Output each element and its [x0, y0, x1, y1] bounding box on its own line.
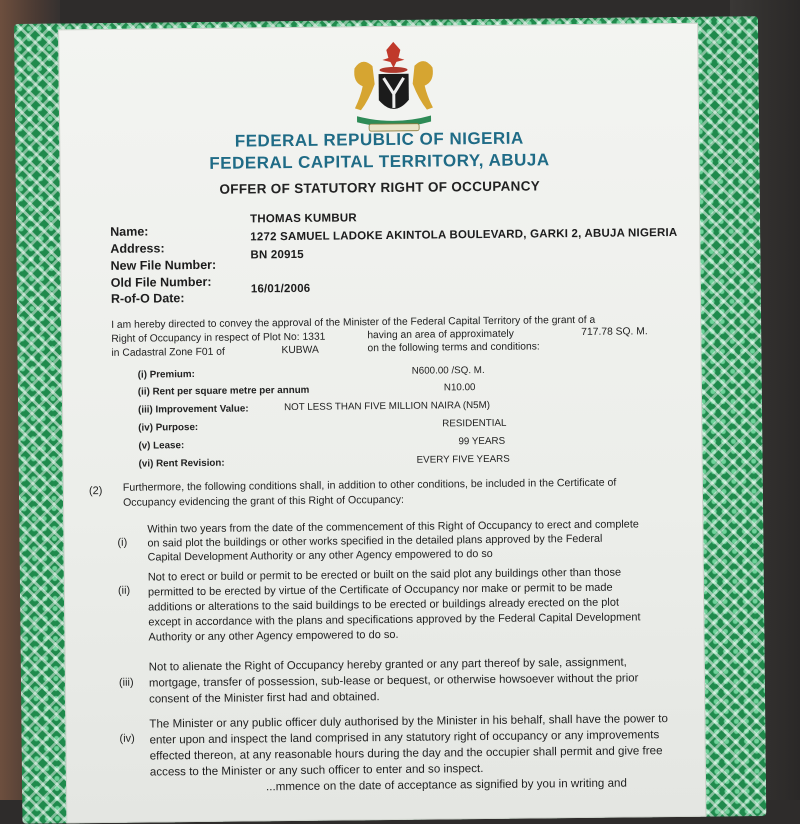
- term-label: (i) Premium:: [137, 369, 195, 381]
- header-territory: FEDERAL CAPITAL TERRITORY, ABUJA: [209, 150, 550, 173]
- clause-2-line-2: Occupancy evidencing the grant of this Right of Occupancy:: [122, 493, 404, 509]
- condition-line: access to the Minister or any such officer to enter and so inspect.: [149, 762, 484, 779]
- condition-line: effected thereon, at any reasonable hours during the day and the occupier shall permit and give free: [149, 744, 663, 763]
- condition-line: enter upon and inspect the land comprised in any statutory right of occupancy or any improvements: [149, 728, 660, 747]
- intro-area-value: 717.78 SQ. M.: [581, 326, 648, 338]
- new-file-number-label: New File Number:: [110, 257, 217, 273]
- address-value: 1272 SAMUEL LADOKE AKINTOLA BOULEVARD, GARKI 2, ABUJA NIGERIA: [250, 226, 678, 244]
- certificate-sheet: [14, 16, 766, 824]
- name-label: Name:: [110, 224, 149, 239]
- rofo-date-value: 16/01/2006: [250, 282, 311, 296]
- intro-cadastral-zone: in Cadastral Zone F01 of: [111, 346, 225, 359]
- condition-line: The Minister or any public officer duly authorised by the Minister in his behalf, shall have the power to: [149, 712, 668, 731]
- clause-2-line-1: Furthermore, the following conditions shall, in addition to other conditions, be included in the Certificate of: [122, 476, 617, 494]
- condition-line: Capital Development Authority or any other Agency empowered to do so: [147, 547, 493, 564]
- clause-2-number: (2): [88, 484, 103, 498]
- condition-number: (iv): [119, 732, 135, 745]
- term-value: N600.00 /SQ. M.: [411, 364, 485, 377]
- term-value: 99 YEARS: [458, 435, 506, 448]
- condition-line: on said plot the buildings or other works specified in the detailed plans approved by the Federal: [147, 532, 603, 550]
- intro-line-1: I am hereby directed to convey the approval of the Minister of the Federal Capital Territory of the grant of a: [111, 314, 596, 331]
- name-value: THOMAS KUMBUR: [250, 212, 357, 226]
- condition-line: mortgage, transfer of possession, sub-lease or bequest, or otherwise howsoever without the prior: [148, 672, 639, 690]
- term-label: (iii) Improvement Value:: [138, 403, 249, 416]
- condition-line: Not to alienate the Right of Occupancy hereby granted or any part thereof by sale, assignment,: [148, 656, 627, 674]
- intro-area-text: having an area of approximately: [367, 328, 514, 342]
- condition-line: Not to erect or build or permit to be erected or built on the said plot any buildings other than those: [147, 566, 622, 584]
- condition-number: (ii): [117, 584, 131, 597]
- condition-line: consent of the Minister first had and obtained.: [149, 691, 380, 706]
- footer-partial-line: ...mmence on the date of acceptance as signified by you in writing and: [265, 776, 627, 794]
- header-country: FEDERAL REPUBLIC OF NIGERIA: [234, 128, 524, 151]
- intro-terms-text: on the following terms and conditions:: [367, 341, 540, 355]
- condition-line: Within two years from the date of the commencement of this Right of Occupancy to erect and complete: [147, 518, 639, 536]
- condition-line: additions or alterations to the said buildings to be erected or buildings already erected on the plot: [148, 596, 620, 614]
- document-title: OFFER OF STATUTORY RIGHT OF OCCUPANCY: [219, 178, 541, 197]
- new-file-number-value: BN 20915: [250, 248, 304, 262]
- intro-district: KUBWA: [281, 344, 319, 357]
- term-value: RESIDENTIAL: [442, 417, 507, 430]
- condition-line: except in accordance with the plans and specifications approved by the Federal Capital Development: [148, 611, 641, 629]
- rofo-date-label: R-of-O Date:: [110, 291, 185, 306]
- condition-number: (i): [117, 536, 128, 549]
- term-label: (iv) Purpose:: [138, 421, 199, 434]
- coat-of-arms-icon: [338, 37, 449, 138]
- address-label: Address:: [110, 241, 165, 256]
- term-label: (v) Lease:: [138, 440, 185, 452]
- term-value: NOT LESS THAN FIVE MILLION NAIRA (N5M): [283, 399, 491, 414]
- certificate-paper: [58, 23, 706, 824]
- term-label: (ii) Rent per square metre per annum: [137, 384, 310, 398]
- condition-line: permitted to be erected by virtue of the Certificate of Occupancy nor make or permit to be made: [147, 581, 613, 599]
- intro-plot-number: Right of Occupancy in respect of Plot No: 1331: [111, 331, 326, 345]
- condition-number: (iii): [118, 676, 134, 689]
- old-file-number-label: Old File Number:: [110, 274, 212, 290]
- term-value: EVERY FIVE YEARS: [416, 453, 510, 466]
- term-value: N10.00: [443, 382, 476, 394]
- term-label: (vi) Rent Revision:: [138, 457, 225, 470]
- condition-line: Authority or any other Agency empowered to do so.: [148, 628, 399, 644]
